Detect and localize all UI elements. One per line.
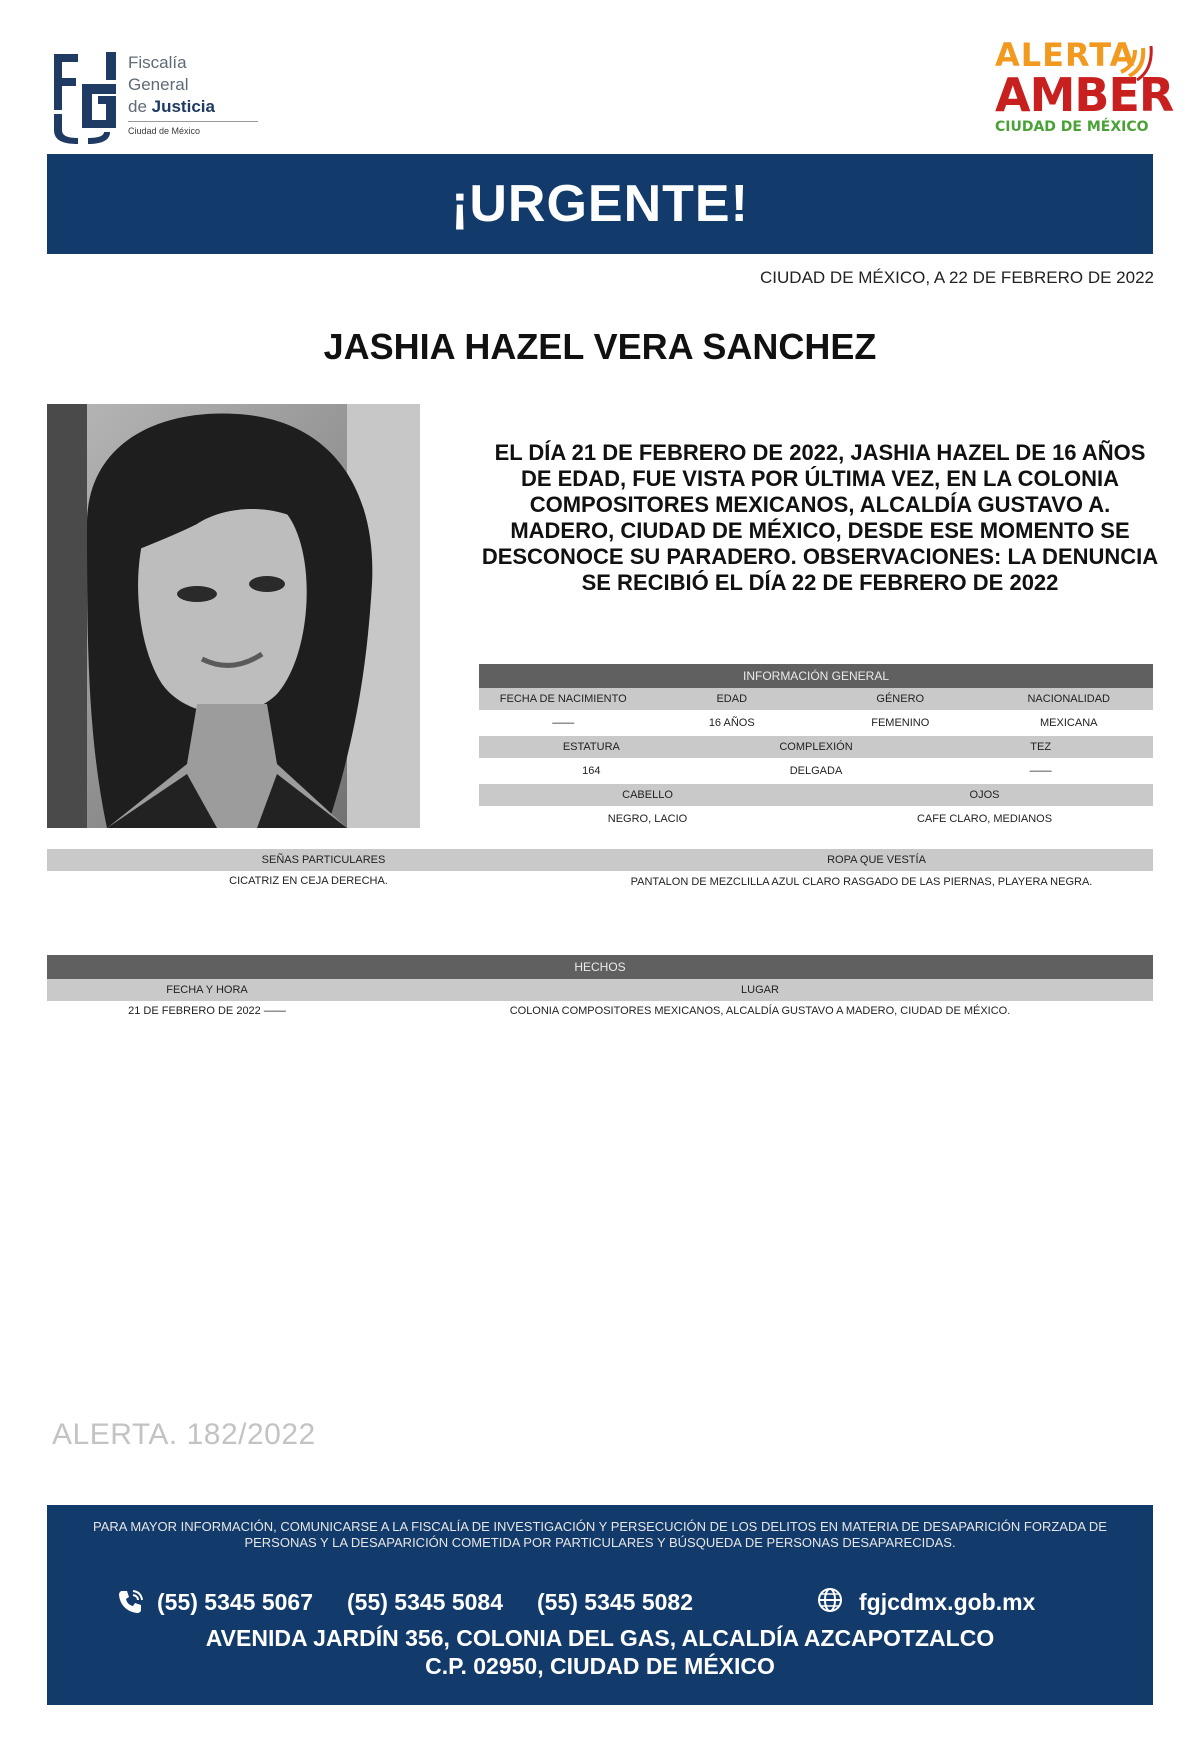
phone-number[interactable]: (55) 5345 5082 [537, 1589, 694, 1615]
urgent-banner [47, 154, 1153, 254]
footer-note: PARA MAYOR INFORMACIÓN, COMUNICARSE A LA FISCALÍA DE INVESTIGACIÓN Y PERSECUCIÓN DE LOS DELITOS EN MATERIA DE DESAPARICIÓN FORZADA DE PERSONAS Y LA DESAPARICIÓN COMETIDA POR PARTICULARES Y BÚSQUEDA DE PERSONAS DESAPARECIDAS. [93, 1519, 1107, 1550]
info-value-row: NEGRO, LACIO CAFE CLARO, MEDIANOS [607, 813, 1053, 825]
info-value-row: 164 DELGADA —— [582, 765, 1052, 777]
alert-number: ALERTA. 182/2022 [52, 1418, 316, 1451]
address-line-2: C.P. 02950, CIUDAD DE MÉXICO [425, 1653, 775, 1679]
contact-footer [47, 1505, 1153, 1705]
website-link[interactable]: fgjcdmx.gob.mx [859, 1589, 1036, 1615]
address-line-1: AVENIDA JARDÍN 356, COLONIA DEL GAS, ALCALDÍA AZCAPOTZALCO [205, 1625, 995, 1651]
info-header-row: ESTATURA COMPLEXIÓN TEZ [479, 736, 1153, 758]
features-header-row: SEÑAS PARTICULARES ROPA QUE VESTÍA [47, 849, 1153, 871]
hechos-title: HECHOS [47, 955, 1153, 979]
urgent-title: ¡URGENTE! [451, 175, 749, 233]
features-value-row: CICATRIZ EN CEJA DERECHA. PANTALON DE MEZCLILLA AZUL CLARO RASGADO DE LAS PIERNAS, PLAYERA NEGRA. [229, 875, 1093, 888]
contact-row [47, 1587, 1153, 1619]
fgj-emblem-icon [48, 48, 122, 144]
date-line: CIUDAD DE MÉXICO, A 22 DE FEBRERO DE 2022 [760, 268, 1154, 287]
portrait-image [47, 404, 420, 828]
phone-icon [115, 1587, 145, 1617]
hechos-value-row: 21 DE FEBRERO DE 2022 —— COLONIA COMPOSITORES MEXICANOS, ALCALDÍA GUSTAVO A MADERO, CIUDAD DE MÉXICO. [128, 1005, 1011, 1017]
incident-narrative: EL DÍA 21 DE FEBRERO DE 2022, JASHIA HAZEL DE 16 AÑOS DE EDAD, FUE VISTA POR ÚLTIMA VEZ, EN LA COLONIA COMPOSITORES MEXICANOS, ALCALDÍA GUSTAVO A. MADERO, CIUDAD DE MÉXICO, DESDE ESE MOMENTO SE DESCONOCE SU PARADERO. OBSERVACIONES: LA DENUNCIA SE RECIBIÓ EL DÍA 22 DE FEBRERO DE 2022 [481, 440, 1159, 595]
info-header-row: FECHA DE NACIMIENTO EDAD GÉNERO NACIONALIDAD [479, 688, 1153, 710]
phone-number[interactable]: (55) 5345 5084 [347, 1589, 504, 1615]
general-info-table [479, 664, 1153, 832]
globe-icon [815, 1585, 845, 1615]
person-photo [47, 404, 420, 828]
hechos-header-row: FECHA Y HORA LUGAR [47, 979, 1153, 1001]
alerta-amber-logo: ALERTA AMBER CIUDAD DE MÉXICO [995, 36, 1174, 135]
info-header-row: CABELLO OJOS [479, 784, 1153, 806]
features-table [47, 849, 1153, 889]
person-name: JASHIA HAZEL VERA SANCHEZ [323, 326, 877, 367]
info-value-row: —— 16 AÑOS FEMENINO MEXICANA [552, 717, 1098, 729]
hechos-table [47, 955, 1153, 1021]
fgj-wordmark: Fiscalía General de Justicia Ciudad de México [128, 52, 258, 138]
general-info-title: INFORMACIÓN GENERAL [479, 664, 1153, 688]
fgj-logo [48, 48, 238, 144]
phone-number[interactable]: (55) 5345 5067 [157, 1589, 314, 1615]
signal-waves-icon [1115, 42, 1155, 82]
